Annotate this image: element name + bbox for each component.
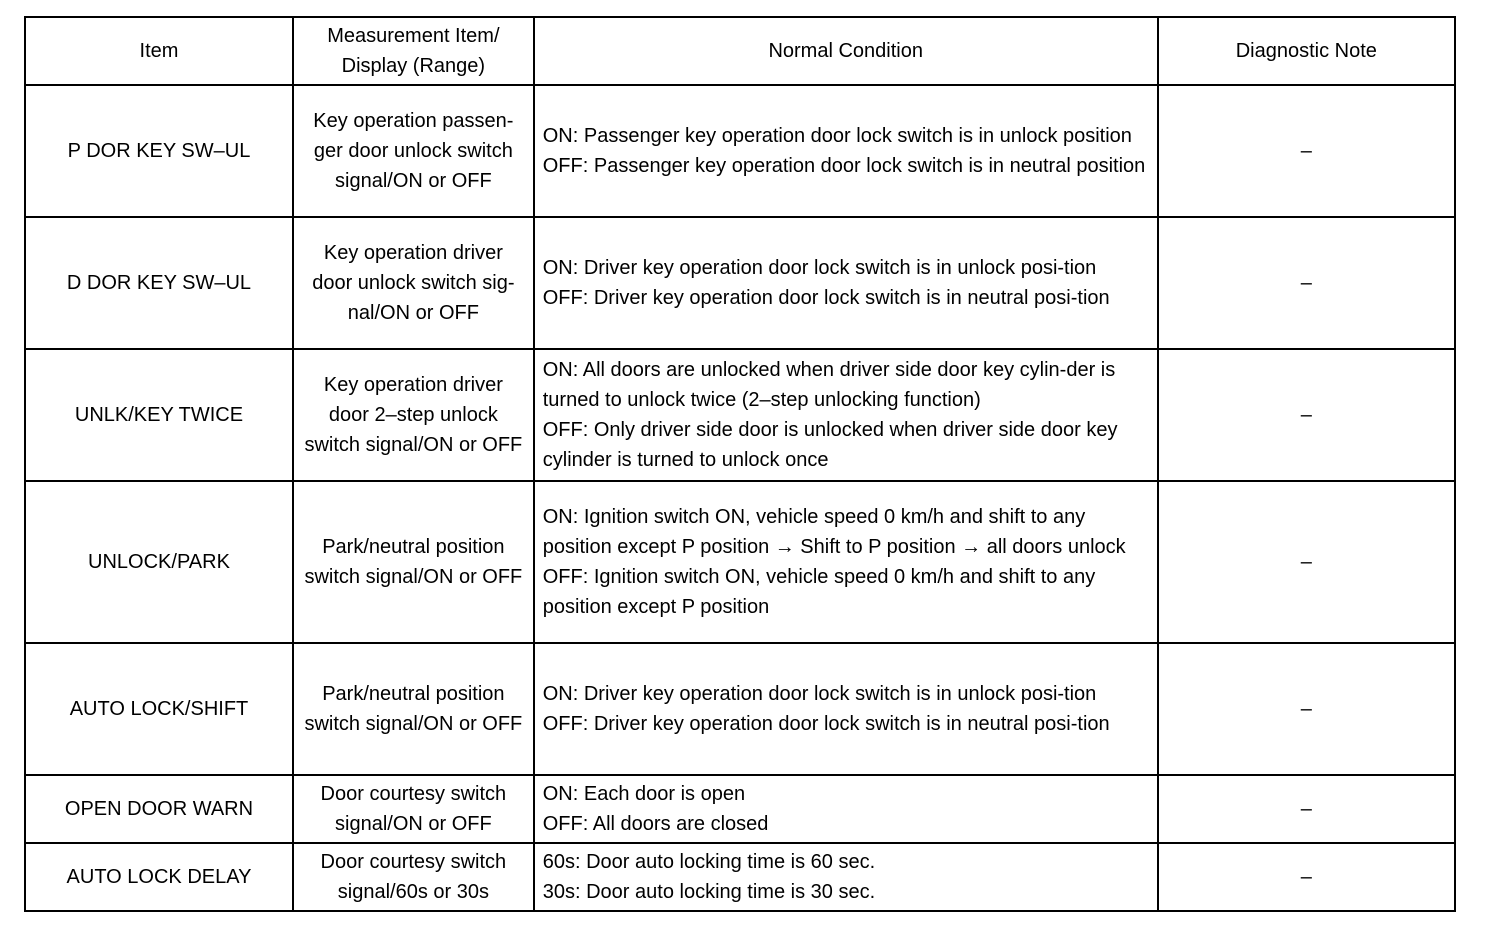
diagnostic-note-cell: – (1158, 643, 1455, 775)
table-row (25, 843, 1455, 911)
normal-on-text: ON: Driver key operation door lock switch is in unlock posi-tion (542, 683, 1097, 705)
normal-off-text: OFF: Ignition switch ON, vehicle speed 0 km/h and shift to any position except P position (542, 566, 1096, 618)
normal-condition-cell (534, 85, 1158, 217)
diagnostic-note-cell: – (1158, 217, 1455, 349)
normal-condition-cell (534, 775, 1158, 843)
measurement-cell: Park/neutral position switch signal/ON or OFF (293, 643, 534, 775)
header-measurement-line2: Display (Range) (341, 55, 486, 77)
measurement-cell: Key operation driver door 2–step unlock switch signal/ON or OFF (293, 349, 534, 481)
normal-off-text: OFF: All doors are closed (542, 813, 769, 835)
measurement-cell: Door courtesy switch signal/60s or 30s (293, 843, 534, 911)
table-row (25, 481, 1455, 643)
diagnostic-note-cell: – (1158, 843, 1455, 911)
normal-off-text: 30s: Door auto locking time is 30 sec. (542, 881, 876, 903)
normal-off-text: OFF: Driver key operation door lock switch is in neutral posi-tion (542, 713, 1110, 735)
measurement-cell: Park/neutral position switch signal/ON or OFF (293, 481, 534, 643)
normal-on-text: ON: Passenger key operation door lock switch is in unlock position (542, 125, 1132, 147)
header-normal-condition: Normal Condition (534, 17, 1158, 85)
diagnostic-note-cell: – (1158, 349, 1455, 481)
item-cell: AUTO LOCK DELAY (25, 843, 293, 911)
diagnostic-note-cell: – (1158, 85, 1455, 217)
normal-condition-cell (534, 843, 1158, 911)
item-cell: UNLK/KEY TWICE (25, 349, 293, 481)
normal-off-text: OFF: Only driver side door is unlocked when driver side door key cylinder is turned to unlock once (542, 419, 1118, 471)
table-row (25, 775, 1455, 843)
item-cell: UNLOCK/PARK (25, 481, 293, 643)
header-diagnostic-note: Diagnostic Note (1158, 17, 1455, 85)
diagnostic-note-cell: – (1158, 775, 1455, 843)
table-row (25, 643, 1455, 775)
header-measurement-line1: Measurement Item/ (327, 25, 500, 47)
normal-condition-cell (534, 349, 1158, 481)
diagnostic-note-cell: – (1158, 481, 1455, 643)
normal-on-text: ON: All doors are unlocked when driver side door key cylin-der is turned to unlock twice (2–step unlocking function) (542, 359, 1116, 411)
normal-on-text: ON: Driver key operation door lock switch is in unlock posi-tion (542, 257, 1097, 279)
header-item: Item (25, 17, 293, 85)
normal-condition-cell (534, 217, 1158, 349)
measurement-cell: Door courtesy switch signal/ON or OFF (293, 775, 534, 843)
measurement-cell: Key operation passen-ger door unlock switch signal/ON or OFF (293, 85, 534, 217)
item-cell: P DOR KEY SW–UL (25, 85, 293, 217)
normal-off-text: OFF: Driver key operation door lock switch is in neutral posi-tion (542, 287, 1110, 309)
item-cell: D DOR KEY SW–UL (25, 217, 293, 349)
item-cell: AUTO LOCK/SHIFT (25, 643, 293, 775)
header-measurement (293, 17, 534, 85)
header-row (25, 17, 1455, 85)
table-row (25, 349, 1455, 481)
normal-on-text: ON: Ignition switch ON, vehicle speed 0 km/h and shift to any position except P position → Shift to P position → all doors unlock (542, 506, 1126, 558)
normal-condition-cell (534, 481, 1158, 643)
normal-on-text: 60s: Door auto locking time is 60 sec. (542, 851, 876, 873)
normal-condition-cell (534, 643, 1158, 775)
table-row (25, 85, 1455, 217)
normal-on-text: ON: Each door is open (542, 783, 746, 805)
item-cell: OPEN DOOR WARN (25, 775, 293, 843)
table-row (25, 217, 1455, 349)
measurement-cell: Key operation driver door unlock switch sig-nal/ON or OFF (293, 217, 534, 349)
diagnostic-data-table (24, 16, 1456, 912)
normal-off-text: OFF: Passenger key operation door lock switch is in neutral position (542, 155, 1146, 177)
